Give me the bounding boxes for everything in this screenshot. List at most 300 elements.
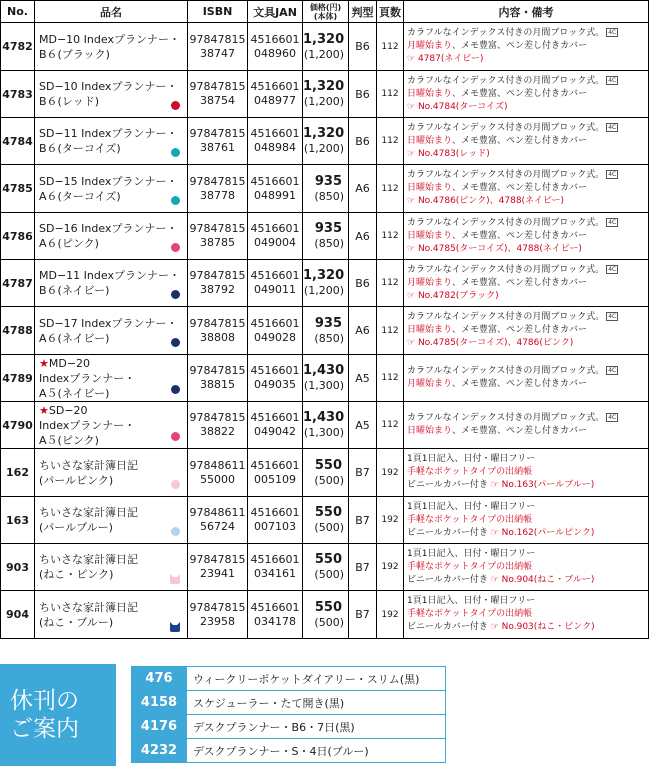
color-swatch bbox=[171, 196, 180, 205]
color-swatch bbox=[171, 385, 180, 394]
format: B6 bbox=[349, 71, 377, 118]
note-line-2: 日曜始まり bbox=[407, 230, 453, 241]
color-swatch bbox=[171, 480, 180, 489]
isbn-1: 97848611 bbox=[189, 506, 246, 519]
format: B6 bbox=[349, 260, 377, 307]
item-name: ちいさな家計簿日記 (パールピンク) bbox=[39, 458, 138, 487]
price-cell bbox=[303, 355, 349, 402]
suspension-no: 4232 bbox=[132, 739, 187, 763]
price-cell bbox=[303, 213, 349, 260]
isbn-2: 38778 bbox=[200, 188, 235, 202]
price: 550 bbox=[314, 552, 342, 567]
note-line-4: ビニールカバー付き bbox=[407, 574, 488, 585]
isbn-1: 97847815 bbox=[189, 32, 246, 46]
badge: 4C bbox=[608, 29, 617, 36]
jan-cell bbox=[248, 355, 303, 402]
pages: 112 bbox=[377, 355, 404, 402]
item-no: 904 bbox=[1, 591, 35, 639]
item-name: MD−11 Indexプランナー・ B６(ネイビー) bbox=[39, 269, 180, 297]
notes-cell bbox=[404, 497, 649, 544]
pointing-hand-icon: ☞ bbox=[407, 54, 416, 64]
pointing-hand-icon: ☞ bbox=[407, 338, 416, 348]
format: B7 bbox=[349, 544, 377, 591]
price-cell bbox=[303, 118, 349, 165]
item-no: 4787 bbox=[1, 260, 35, 307]
note-line-4: ビニールカバー付き bbox=[407, 480, 488, 490]
format: B7 bbox=[349, 449, 377, 497]
note-related: No.4784(ターコイズ) bbox=[417, 101, 508, 112]
price-cell bbox=[303, 402, 349, 449]
item-name: SD−10 Indexプランナー・ B６(レッド) bbox=[39, 80, 178, 108]
jan-2: 049042 bbox=[254, 425, 296, 438]
isbn-1: 97847815 bbox=[189, 364, 246, 377]
item-name: SD−11 Indexプランナー・ B６(ターコイズ) bbox=[39, 127, 178, 155]
base-price: (500) bbox=[314, 615, 344, 629]
jan-cell bbox=[248, 497, 303, 544]
notes-cell bbox=[404, 402, 649, 449]
isbn-2: 38754 bbox=[200, 94, 235, 107]
table-body bbox=[1, 23, 649, 639]
color-swatch bbox=[171, 101, 180, 110]
suspension-text: ウィークリーポケットダイアリー・スリム(黒) bbox=[187, 667, 446, 691]
jan-2: 048991 bbox=[254, 188, 296, 202]
price: 1,320 bbox=[303, 126, 345, 141]
note-line-1: カラフルなインデックス付きの月間ブロック式。 bbox=[407, 75, 605, 86]
pointing-hand-icon: ☞ bbox=[490, 480, 499, 490]
pages: 112 bbox=[377, 118, 404, 165]
format: B7 bbox=[349, 591, 377, 639]
isbn-1: 97847815 bbox=[189, 553, 246, 566]
pointing-hand-icon: ☞ bbox=[407, 101, 416, 112]
note-line-2: 月曜始まり bbox=[407, 379, 453, 389]
jan-2: 048977 bbox=[254, 94, 296, 107]
note-line-2: 日曜始まり bbox=[407, 325, 453, 335]
jan-cell bbox=[248, 165, 303, 213]
table-row bbox=[1, 497, 649, 544]
color-swatch bbox=[171, 527, 180, 536]
header-name: 品名 bbox=[35, 1, 188, 23]
notes-cell bbox=[404, 591, 649, 639]
isbn-1: 97848611 bbox=[189, 458, 246, 472]
table-row bbox=[1, 23, 649, 71]
isbn-cell bbox=[188, 497, 248, 544]
note-related: No.904(ねこ・ブルー) bbox=[501, 574, 595, 585]
table-row bbox=[1, 591, 649, 639]
suspension-title: 休刊の ご案内 bbox=[10, 688, 79, 742]
isbn-2: 38761 bbox=[200, 141, 235, 154]
jan-1: 4516601 bbox=[250, 364, 300, 377]
jan-1: 4516601 bbox=[250, 553, 300, 566]
isbn-1: 97847815 bbox=[189, 127, 246, 140]
price-cell bbox=[303, 260, 349, 307]
pages: 112 bbox=[377, 71, 404, 118]
jan-1: 4516601 bbox=[250, 316, 300, 330]
base-price: (850) bbox=[314, 237, 344, 250]
isbn-cell bbox=[188, 260, 248, 307]
suspension-text: スケジューラー・たて開き(黒) bbox=[187, 691, 446, 715]
item-no: 903 bbox=[1, 544, 35, 591]
isbn-1: 97847815 bbox=[189, 269, 246, 282]
base-price: (1,200) bbox=[303, 284, 344, 297]
format: A6 bbox=[349, 213, 377, 260]
note-line-4: ビニールカバー付き bbox=[407, 527, 488, 538]
isbn-1: 97847815 bbox=[189, 411, 246, 424]
note-line-1: カラフルなインデックス付きの月間ブロック式。 bbox=[407, 122, 605, 133]
jan-2: 034161 bbox=[254, 567, 296, 580]
header-pages: 頁数 bbox=[377, 1, 404, 23]
note-line-1: カラフルなインデックス付きの月間ブロック式。 bbox=[407, 28, 605, 38]
new-star-icon: ★ bbox=[39, 403, 49, 417]
base-price: (500) bbox=[314, 473, 344, 487]
table-row bbox=[1, 307, 649, 355]
base-price: (1,300) bbox=[303, 426, 344, 439]
price: 1,430 bbox=[303, 363, 345, 378]
suspension-notice bbox=[0, 662, 650, 766]
isbn-1: 97847815 bbox=[189, 80, 246, 93]
format: A5 bbox=[349, 355, 377, 402]
jan-1: 4516601 bbox=[250, 174, 300, 188]
notes-cell bbox=[404, 260, 649, 307]
cat-icon bbox=[169, 573, 181, 585]
item-name: SD−16 Indexプランナー・ A６(ピンク) bbox=[39, 222, 178, 250]
note-line-2b: 、メモ豊富、ペン差し付きカバー bbox=[452, 325, 588, 335]
suspension-text: デスクプランナー・S・4日(ブルー) bbox=[187, 739, 446, 763]
note-related: No.4785(ターコイズ)、4786(ピンク) bbox=[417, 338, 574, 348]
jan-cell bbox=[248, 591, 303, 639]
pages: 112 bbox=[377, 307, 404, 355]
table-row bbox=[1, 355, 649, 402]
base-price: (500) bbox=[314, 568, 344, 581]
badge: 4C bbox=[608, 414, 617, 421]
suspension-no: 4158 bbox=[132, 691, 187, 715]
jan-1: 4516601 bbox=[250, 458, 300, 472]
price-cell bbox=[303, 165, 349, 213]
jan-1: 4516601 bbox=[250, 506, 300, 519]
note-line-2: 手軽なポケットタイプの出納帳 bbox=[407, 561, 533, 572]
isbn-2: 38822 bbox=[200, 425, 235, 438]
base-price: (1,200) bbox=[303, 95, 344, 108]
table-header-row bbox=[1, 1, 649, 23]
isbn-2: 38792 bbox=[200, 283, 235, 296]
note-line-1: カラフルなインデックス付きの月間ブロック式。 bbox=[407, 312, 605, 322]
note-line-2b: 、メモ豊富、ペン差し付きカバー bbox=[452, 41, 588, 51]
item-name-cell bbox=[35, 402, 188, 449]
item-name: SD−15 Indexプランナー・ A６(ターコイズ) bbox=[39, 174, 178, 203]
item-name-cell bbox=[35, 213, 188, 260]
format: B7 bbox=[349, 497, 377, 544]
pages: 192 bbox=[377, 449, 404, 497]
isbn-cell bbox=[188, 23, 248, 71]
price: 935 bbox=[314, 173, 342, 189]
isbn-1: 97847815 bbox=[189, 174, 246, 188]
isbn-cell bbox=[188, 71, 248, 118]
header-jan: 文具JAN bbox=[248, 1, 303, 23]
item-name-cell bbox=[35, 497, 188, 544]
price: 1,320 bbox=[303, 31, 345, 47]
jan-1: 4516601 bbox=[250, 80, 300, 93]
notes-cell bbox=[404, 71, 649, 118]
base-price: (1,300) bbox=[303, 379, 344, 392]
note-line-1: カラフルなインデックス付きの月間ブロック式。 bbox=[407, 217, 605, 228]
notes-cell bbox=[404, 165, 649, 213]
new-star-icon: ★ bbox=[39, 356, 49, 370]
base-price: (850) bbox=[314, 189, 344, 203]
format: B6 bbox=[349, 118, 377, 165]
item-no: 4788 bbox=[1, 307, 35, 355]
isbn-2: 38747 bbox=[200, 46, 235, 60]
badge: 4C bbox=[608, 313, 617, 320]
jan-2: 048960 bbox=[254, 46, 296, 60]
note-line-1: 1頁1日記入、日付・曜日フリー bbox=[407, 501, 536, 512]
jan-2: 049028 bbox=[254, 330, 296, 344]
isbn-1: 97847815 bbox=[189, 222, 246, 235]
note-related: No.4783(レッド) bbox=[417, 148, 490, 159]
item-name: SD−20 Indexプランナー・ A５(ピンク) bbox=[39, 403, 136, 447]
isbn-cell bbox=[188, 118, 248, 165]
notes-cell bbox=[404, 23, 649, 71]
note-line-2: 月曜始まり bbox=[407, 277, 453, 288]
isbn-cell bbox=[188, 402, 248, 449]
format: A6 bbox=[349, 165, 377, 213]
jan-1: 4516601 bbox=[250, 269, 300, 282]
suspension-row bbox=[132, 739, 446, 763]
note-related: No.4785(ターコイズ)、4788(ネイビー) bbox=[417, 243, 582, 254]
pages: 112 bbox=[377, 23, 404, 71]
note-line-1: カラフルなインデックス付きの月間ブロック式。 bbox=[407, 170, 605, 180]
pages: 192 bbox=[377, 497, 404, 544]
item-name-cell bbox=[35, 449, 188, 497]
note-line-2: 手軽なポケットタイプの出納帳 bbox=[407, 467, 533, 477]
notes-cell bbox=[404, 355, 649, 402]
jan-2: 049011 bbox=[254, 283, 296, 296]
note-related: No.162(パールピンク) bbox=[501, 527, 595, 538]
notes-cell bbox=[404, 449, 649, 497]
cat-icon bbox=[169, 621, 181, 633]
item-name-cell bbox=[35, 355, 188, 402]
note-line-2: 日曜始まり bbox=[407, 135, 453, 146]
note-related: No.4782(ブラック) bbox=[417, 290, 499, 301]
note-line-2b: 、メモ豊富、ペン差し付きカバー bbox=[452, 88, 588, 99]
color-swatch bbox=[171, 290, 180, 299]
item-name-cell bbox=[35, 71, 188, 118]
suspension-title-box bbox=[0, 664, 116, 766]
note-line-2b: 、メモ豊富、ペン差し付きカバー bbox=[452, 135, 588, 146]
jan-1: 4516601 bbox=[250, 32, 300, 46]
jan-cell bbox=[248, 307, 303, 355]
table-row bbox=[1, 165, 649, 213]
item-name: ちいさな家計簿日記 (パールブルー) bbox=[39, 506, 138, 534]
header-isbn: ISBN bbox=[188, 1, 248, 23]
table-row bbox=[1, 544, 649, 591]
price: 1,430 bbox=[303, 410, 345, 425]
note-line-2: 手軽なポケットタイプの出納帳 bbox=[407, 514, 533, 525]
suspension-row bbox=[132, 715, 446, 739]
badge: 4C bbox=[608, 265, 617, 273]
pointing-hand-icon: ☞ bbox=[407, 243, 416, 254]
badge: 4C bbox=[608, 123, 617, 131]
isbn-2: 23941 bbox=[200, 567, 235, 580]
header-no: No. bbox=[1, 1, 35, 23]
note-line-2: 手軽なポケットタイプの出納帳 bbox=[407, 609, 533, 619]
notes-cell bbox=[404, 213, 649, 260]
jan-2: 049004 bbox=[254, 236, 296, 249]
price: 935 bbox=[314, 315, 342, 331]
pages: 192 bbox=[377, 544, 404, 591]
item-name: MD−20 Indexプランナー・ A５(ネイビー) bbox=[39, 356, 136, 400]
price: 1,320 bbox=[303, 79, 345, 94]
item-no: 162 bbox=[1, 449, 35, 497]
pages: 112 bbox=[377, 402, 404, 449]
isbn-2: 55000 bbox=[200, 472, 235, 486]
pointing-hand-icon: ☞ bbox=[490, 622, 499, 632]
suspension-text: デスクプランナー・B6・7日(黒) bbox=[187, 715, 446, 739]
item-name: SD−17 Indexプランナー・ A６(ネイビー) bbox=[39, 316, 178, 345]
item-name-cell bbox=[35, 591, 188, 639]
base-price: (500) bbox=[314, 521, 344, 534]
item-name-cell bbox=[35, 23, 188, 71]
pointing-hand-icon: ☞ bbox=[490, 574, 499, 585]
note-line-2b: 、メモ豊富、ペン差し付きカバー bbox=[452, 183, 588, 193]
note-line-2: 月曜始まり bbox=[407, 41, 453, 51]
base-price: (1,200) bbox=[303, 142, 344, 155]
jan-cell bbox=[248, 544, 303, 591]
badge: 4C bbox=[608, 76, 617, 84]
jan-2: 049035 bbox=[254, 378, 296, 391]
pages: 112 bbox=[377, 260, 404, 307]
item-name: ちいさな家計簿日記 (ねこ・ピンク) bbox=[39, 553, 138, 581]
notes-cell bbox=[404, 307, 649, 355]
jan-cell bbox=[248, 23, 303, 71]
suspension-no: 4176 bbox=[132, 715, 187, 739]
note-line-2: 日曜始まり bbox=[407, 183, 453, 193]
jan-1: 4516601 bbox=[250, 127, 300, 140]
item-no: 4789 bbox=[1, 355, 35, 402]
color-swatch bbox=[171, 338, 180, 347]
header-price: 価格(円) (本体) bbox=[303, 1, 349, 23]
pointing-hand-icon: ☞ bbox=[490, 527, 499, 538]
pages: 192 bbox=[377, 591, 404, 639]
badge: 4C bbox=[608, 171, 617, 178]
color-swatch bbox=[171, 243, 180, 252]
isbn-cell bbox=[188, 165, 248, 213]
header-notes: 内容・備考 bbox=[404, 1, 649, 23]
isbn-cell bbox=[188, 544, 248, 591]
item-name-cell bbox=[35, 118, 188, 165]
price-cell bbox=[303, 449, 349, 497]
table-row bbox=[1, 402, 649, 449]
notes-cell bbox=[404, 118, 649, 165]
price: 935 bbox=[314, 221, 342, 236]
price-cell bbox=[303, 23, 349, 71]
isbn-cell bbox=[188, 213, 248, 260]
jan-cell bbox=[248, 260, 303, 307]
jan-2: 048984 bbox=[254, 141, 296, 154]
base-price: (1,200) bbox=[303, 47, 344, 61]
table-row bbox=[1, 449, 649, 497]
badge: 4C bbox=[608, 218, 617, 226]
item-no: 4786 bbox=[1, 213, 35, 260]
item-no: 4782 bbox=[1, 23, 35, 71]
format: A6 bbox=[349, 307, 377, 355]
jan-1: 4516601 bbox=[250, 222, 300, 235]
pointing-hand-icon: ☞ bbox=[407, 290, 416, 301]
color-swatch bbox=[171, 148, 180, 157]
isbn-2: 38815 bbox=[200, 378, 235, 391]
item-name-cell bbox=[35, 544, 188, 591]
item-no: 4783 bbox=[1, 71, 35, 118]
pointing-hand-icon: ☞ bbox=[407, 148, 416, 159]
jan-cell bbox=[248, 213, 303, 260]
pages: 112 bbox=[377, 165, 404, 213]
isbn-1: 97847815 bbox=[189, 600, 246, 614]
price-cell bbox=[303, 71, 349, 118]
isbn-cell bbox=[188, 591, 248, 639]
price: 550 bbox=[314, 457, 342, 473]
suspension-no: 476 bbox=[132, 667, 187, 691]
note-line-2b: 、メモ豊富、ペン差し付きカバー bbox=[452, 426, 588, 436]
jan-1: 4516601 bbox=[250, 411, 300, 424]
note-line-1: カラフルなインデックス付きの月間ブロック式。 bbox=[407, 413, 605, 423]
note-line-1: カラフルなインデックス付きの月間ブロック式。 bbox=[407, 264, 605, 275]
isbn-2: 23958 bbox=[200, 614, 235, 628]
price: 550 bbox=[314, 505, 342, 520]
isbn-1: 97847815 bbox=[189, 316, 246, 330]
header-format: 判型 bbox=[349, 1, 377, 23]
item-name: MD−10 Indexプランナー・ B６(ブラック) bbox=[39, 32, 180, 61]
color-swatch bbox=[171, 432, 180, 441]
jan-2: 034178 bbox=[254, 614, 296, 628]
note-line-1: カラフルなインデックス付きの月間ブロック式。 bbox=[407, 366, 605, 376]
isbn-2: 38785 bbox=[200, 236, 235, 249]
note-line-1: 1頁1日記入、日付・曜日フリー bbox=[407, 596, 536, 606]
item-name-cell bbox=[35, 307, 188, 355]
item-no: 4785 bbox=[1, 165, 35, 213]
table-row bbox=[1, 71, 649, 118]
price-cell bbox=[303, 544, 349, 591]
table-row bbox=[1, 213, 649, 260]
jan-cell bbox=[248, 118, 303, 165]
jan-cell bbox=[248, 402, 303, 449]
item-no: 4784 bbox=[1, 118, 35, 165]
isbn-cell bbox=[188, 307, 248, 355]
note-line-4: ビニールカバー付き bbox=[407, 622, 488, 632]
isbn-cell bbox=[188, 355, 248, 402]
note-line-1: 1頁1日記入、日付・曜日フリー bbox=[407, 548, 536, 559]
item-name-cell bbox=[35, 260, 188, 307]
suspension-row bbox=[132, 691, 446, 715]
pointing-hand-icon: ☞ bbox=[407, 196, 416, 206]
table-row bbox=[1, 260, 649, 307]
isbn-2: 56724 bbox=[200, 520, 235, 533]
table-row bbox=[1, 118, 649, 165]
jan-2: 007103 bbox=[254, 520, 296, 533]
note-line-2b: 、メモ豊富、ペン差し付きカバー bbox=[452, 277, 588, 288]
suspension-table bbox=[131, 666, 446, 763]
price-cell bbox=[303, 497, 349, 544]
item-name: ちいさな家計簿日記 (ねこ・ブルー) bbox=[39, 600, 138, 629]
price-cell bbox=[303, 307, 349, 355]
price: 1,320 bbox=[303, 268, 345, 283]
price-cell bbox=[303, 591, 349, 639]
note-related: No.163(パールブルー) bbox=[501, 480, 595, 490]
format: B6 bbox=[349, 23, 377, 71]
badge: 4C bbox=[608, 367, 617, 374]
note-line-2b: 、メモ豊富、ペン差し付きカバー bbox=[452, 379, 588, 389]
jan-cell bbox=[248, 449, 303, 497]
base-price: (850) bbox=[314, 331, 344, 345]
note-line-2: 日曜始まり bbox=[407, 426, 453, 436]
note-line-1: 1頁1日記入、日付・曜日フリー bbox=[407, 454, 536, 464]
